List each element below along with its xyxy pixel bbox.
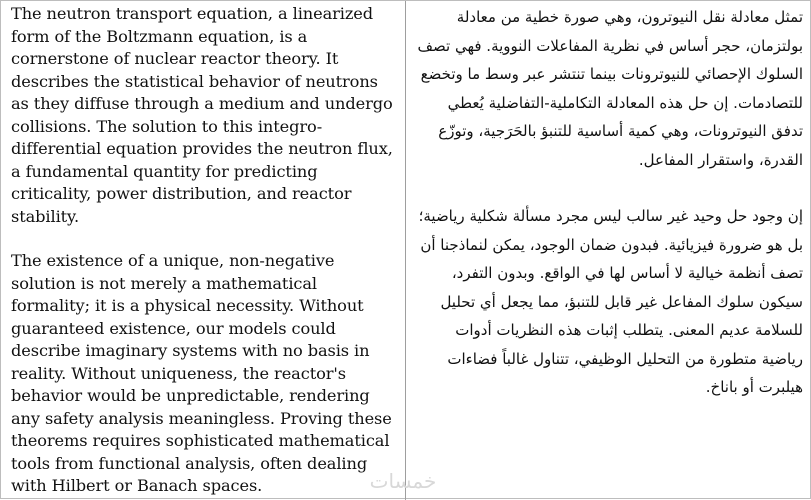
arabic-paragraph-2: إن وجود حل وحيد غير سالب ليس مجرد مسألة شكلية رياضية؛ بل هو ضرورة فيزيائية. فبدون ضمان الوجود، يمكن لنماذجنا أن تصف أنظمة خيالية لا أساس لها في الواقع. وبدون التفرد، سيكون سلوك المفاعل غير قابل للتنبؤ، مما يجعل أي تحليل للسلامة عديم المعنى. يتطلب إثبات هذه النظريات أدوات رياضية متطورة من التحليل الوظيفي، تتناول غالباً فضاءات هيلبرت أو باناخ. [418, 207, 803, 396]
english-paragraph-1: The neutron transport equation, a linearized form of the Boltzmann equation, is a cornerstone of nuclear reactor theory. It describes the statistical behavior of neutrons as they diffuse through a medium and undergo collisions. The solution to this integro-differential equation provides the neutron flux, a fundamental quantity for predicting criticality, power distribution, and reactor stability. [11, 4, 393, 226]
english-paragraph-2: The existence of a unique, non-negative solution is not merely a mathematical formality; it is a physical necessity. Without guaranteed existence, our models could describe imaginary systems with no basis in reality. Without uniqueness, the reactor's behavior would be unpredictable, rendering any safety analysis meaningless. Proving these theorems requires sophisticated mathematical tools from functional analysis, often dealing with Hilbert or Banach spaces. [11, 251, 392, 495]
arabic-column [413, 3, 803, 402]
english-column [11, 3, 397, 498]
column-divider [405, 1, 406, 500]
arabic-paragraph-1: تمثل معادلة نقل النيوترون، وهي صورة خطية من معادلة بولتزمان، حجر أساس في نظرية المفاعلات النووية. فهي تصف السلوك الإحصائي للنيوترونات بينما تنتشر عبر وسط ما وتخضع للتصادمات. إن حل هذه المعادلة التكاملية-التفاضلية يُعطي تدفق النيوترونات، وهي كمية أساسية للتنبؤ بالحَرَجية، وتوزّع القدرة، واستقرار المفاعل. [417, 8, 803, 169]
watermark-logo: خمسات [369, 469, 437, 493]
